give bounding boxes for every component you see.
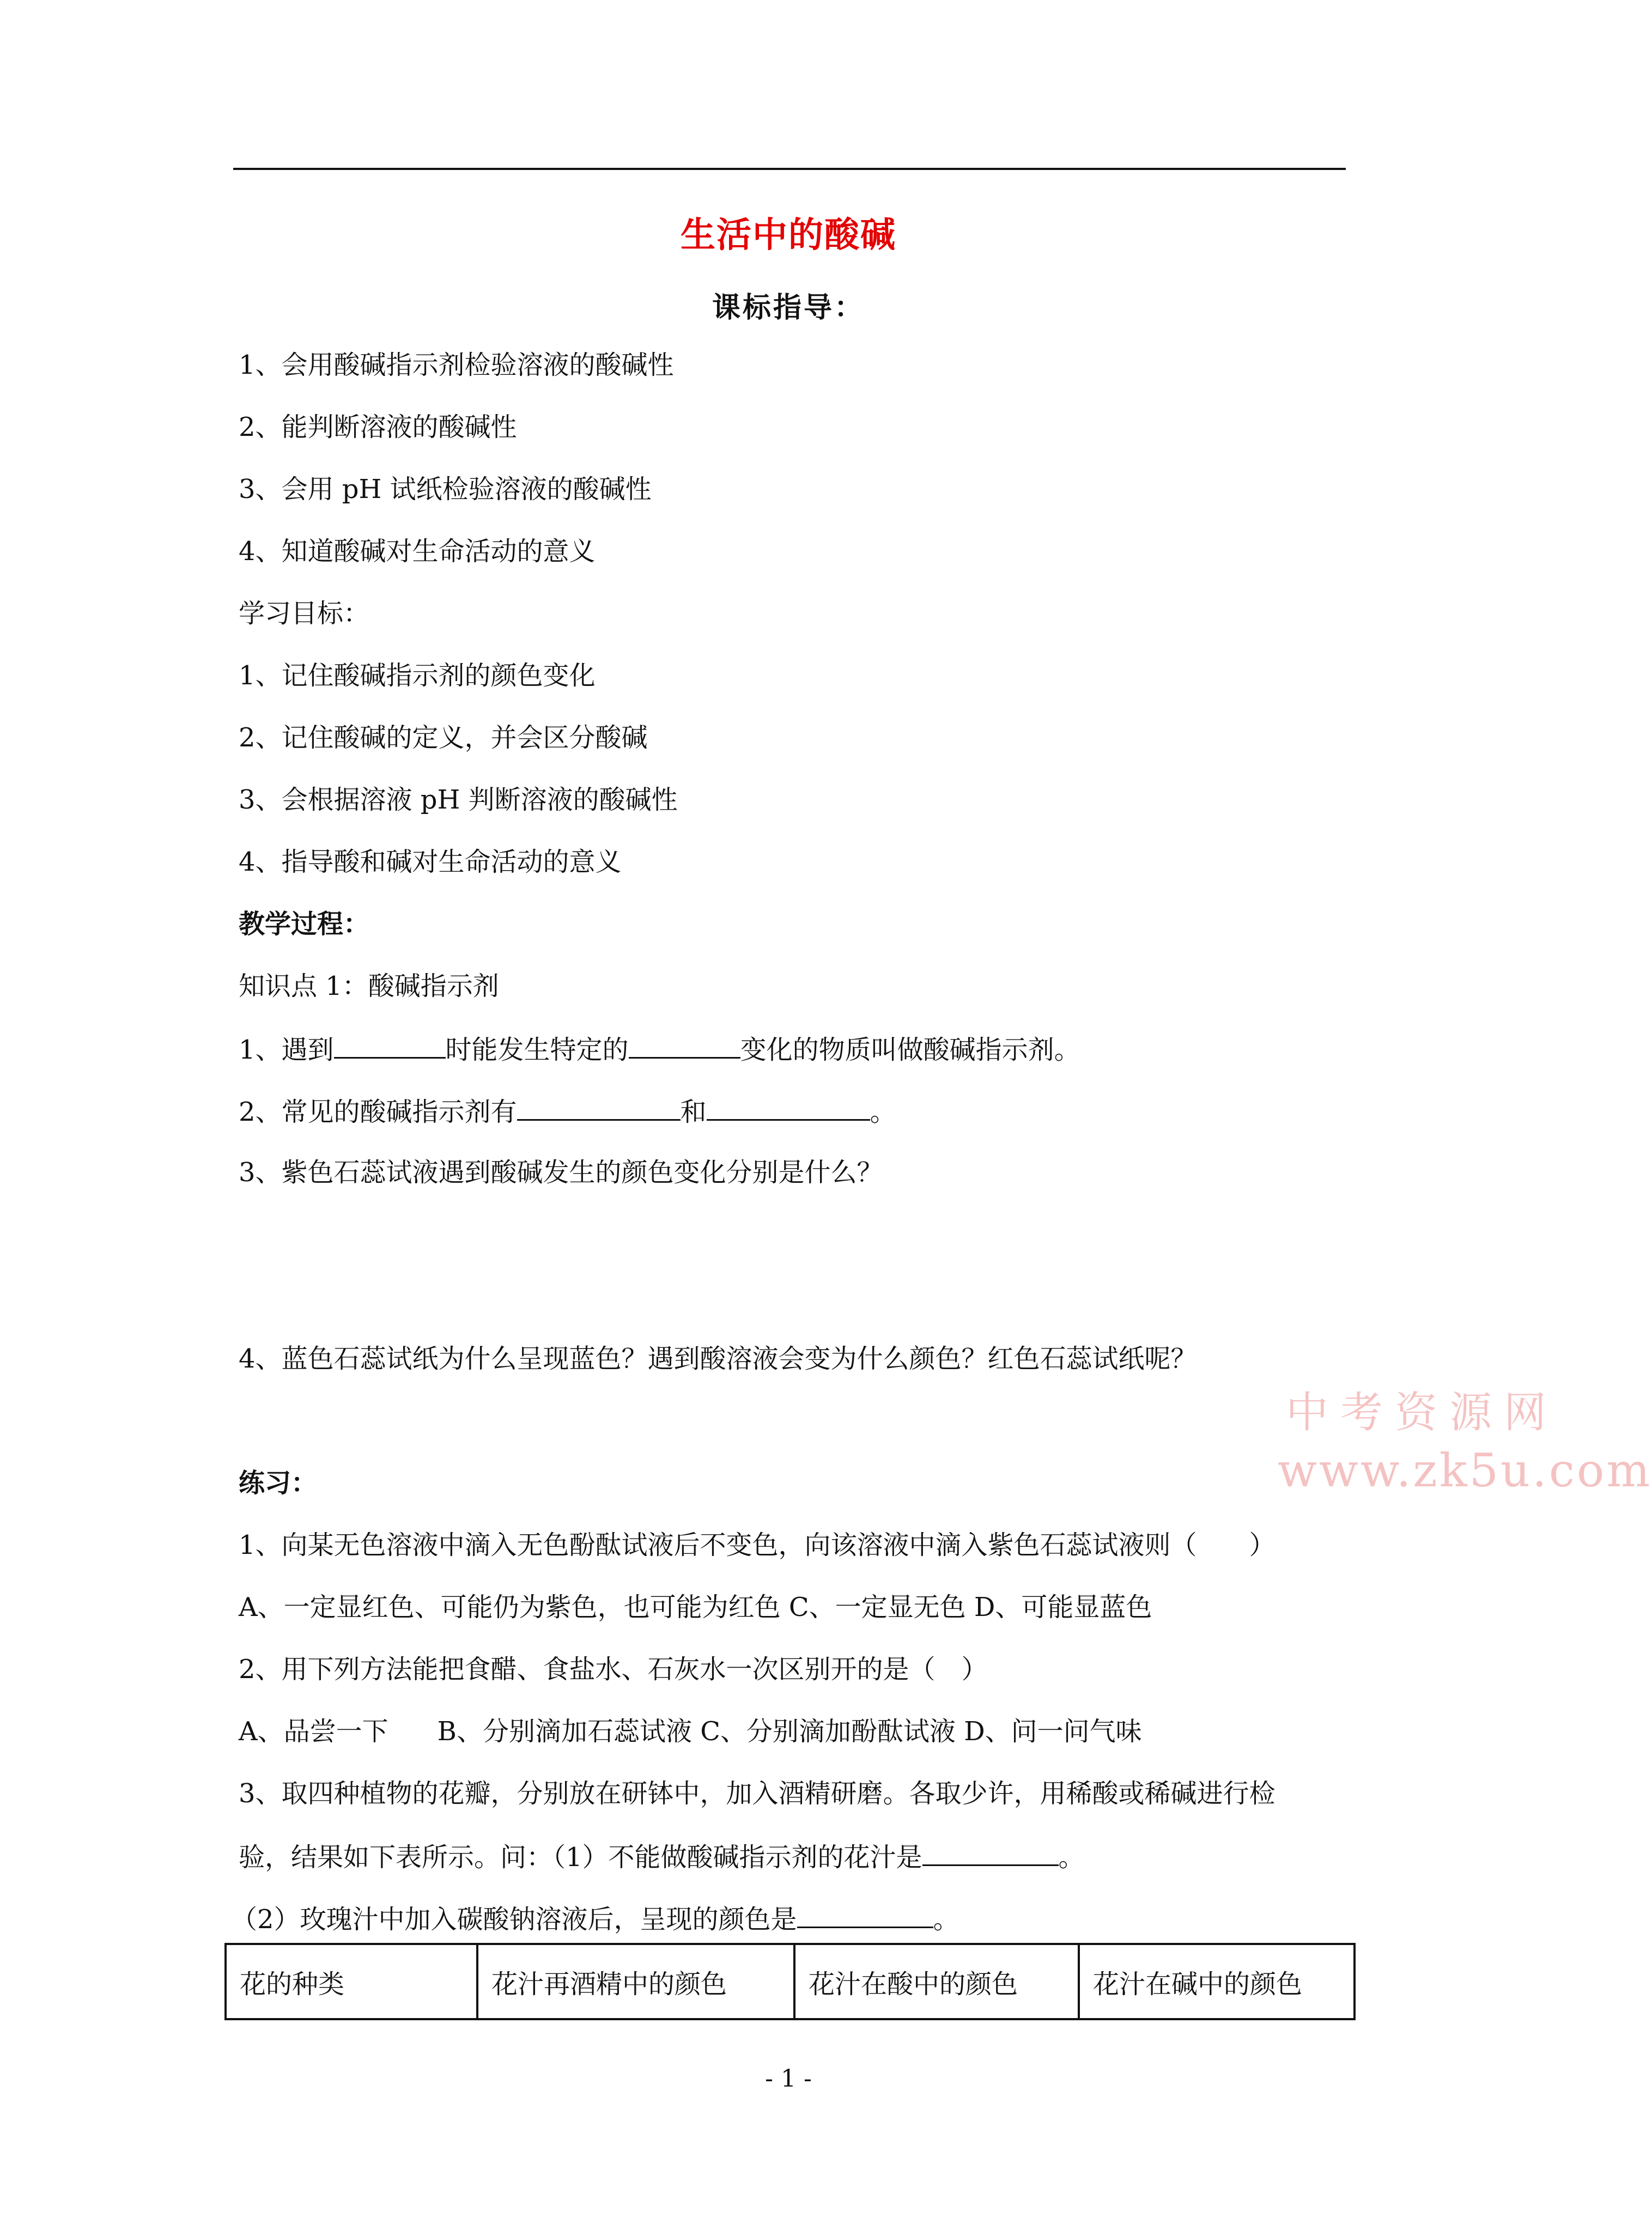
objective-item: 3、会根据溶液 pH 判断溶液的酸碱性 bbox=[239, 785, 678, 815]
question-1-part-a: 1、遇到 bbox=[239, 1035, 334, 1065]
process-heading: 教学过程： bbox=[239, 909, 370, 939]
knowledge-point: 知识点 1：酸碱指示剂 bbox=[239, 971, 499, 1001]
exercises-heading: 练习： bbox=[239, 1468, 318, 1498]
table-header-cell: 花汁在碱中的颜色 bbox=[1079, 1944, 1355, 2019]
objective-item: 4、指导酸和碱对生命活动的意义 bbox=[239, 847, 622, 877]
exercise-2-options bbox=[239, 1715, 1142, 1748]
watermark-url: www.zk5u.com bbox=[1278, 1444, 1652, 1497]
header-rule bbox=[233, 168, 1346, 170]
answer-blank[interactable] bbox=[707, 1094, 870, 1121]
exercise-2-options-rest: B、分别滴加石蕊试液 C、分别滴加酚酞试液 D、问一问气味 bbox=[437, 1716, 1142, 1747]
curriculum-item: 2、能判断溶液的酸碱性 bbox=[239, 412, 517, 442]
objective-item: 1、记住酸碱指示剂的颜色变化 bbox=[239, 660, 596, 691]
answer-blank[interactable] bbox=[517, 1094, 681, 1121]
table-header-cell: 花汁在酸中的颜色 bbox=[794, 1944, 1079, 2019]
exercise-3-line-2-end: 。 bbox=[1058, 1842, 1085, 1873]
curriculum-item: 1、会用酸碱指示剂检验溶液的酸碱性 bbox=[239, 350, 674, 380]
question-2-part-a: 2、常见的酸碱指示剂有 bbox=[239, 1097, 517, 1127]
question-1-part-c: 变化的物质叫做酸碱指示剂。 bbox=[740, 1035, 1080, 1065]
exercise-3-question-1: 验，结果如下表所示。问：（1）不能做酸碱指示剂的花汁是 bbox=[239, 1842, 922, 1873]
page-number: - 1 - bbox=[765, 2065, 812, 2093]
exercise-3-line-2 bbox=[239, 1839, 1085, 1874]
question-4: 4、蓝色石蕊试纸为什么呈现蓝色？遇到酸溶液会变为什么颜色？红色石蕊试纸呢？ bbox=[239, 1344, 1197, 1374]
question-1 bbox=[239, 1032, 1080, 1066]
exercise-3-line-3-end: 。 bbox=[933, 1904, 959, 1935]
table-header-row bbox=[226, 1944, 1355, 2019]
exercise-2-option-a: A、品尝一下 bbox=[239, 1716, 388, 1747]
answer-blank[interactable] bbox=[629, 1032, 740, 1059]
exercise-1-options: A、一定显红色、可能仍为紫色，也可能为红色 C、一定显无色 D、可能显蓝色 bbox=[239, 1592, 1152, 1623]
objectives-heading: 学习目标： bbox=[239, 598, 370, 629]
exercise-1: 1、向某无色溶液中滴入无色酚酞试液后不变色，向该溶液中滴入紫色石蕊试液则（ ） bbox=[239, 1530, 1276, 1560]
answer-blank[interactable] bbox=[797, 1901, 933, 1928]
question-2-part-c: 。 bbox=[870, 1097, 896, 1127]
flower-juice-table bbox=[224, 1943, 1356, 2020]
exercise-3-question-2: （2）玫瑰汁中加入碳酸钠溶液后，呈现的颜色是 bbox=[231, 1904, 797, 1935]
question-2 bbox=[239, 1094, 896, 1128]
answer-blank[interactable] bbox=[922, 1839, 1059, 1866]
question-3: 3、紫色石蕊试液遇到酸碱发生的颜色变化分别是什么？ bbox=[239, 1157, 883, 1188]
exercise-3-line-3 bbox=[231, 1901, 959, 1936]
exercise-2: 2、用下列方法能把食醋、食盐水、石灰水一次区别开的是（ ） bbox=[239, 1654, 988, 1685]
curriculum-item: 4、知道酸碱对生命活动的意义 bbox=[239, 536, 596, 567]
watermark-text: 中考资源网 bbox=[1286, 1388, 1559, 1437]
question-1-part-b: 时能发生特定的 bbox=[445, 1035, 629, 1065]
curriculum-item: 3、会用 pH 试纸检验溶液的酸碱性 bbox=[239, 474, 652, 505]
answer-blank[interactable] bbox=[334, 1032, 446, 1059]
exercise-3-line-1: 3、取四种植物的花瓣，分别放在研钵中，加入酒精研磨。各取少许，用稀酸或稀碱进行检 bbox=[239, 1778, 1276, 1809]
objective-item: 2、记住酸碱的定义，并会区分酸碱 bbox=[239, 722, 648, 753]
page-title: 生活中的酸碱 bbox=[681, 215, 896, 256]
curriculum-heading: 课标指导： bbox=[712, 291, 865, 324]
table-header-cell: 花汁再酒精中的颜色 bbox=[477, 1944, 794, 2019]
question-2-part-b: 和 bbox=[680, 1097, 707, 1127]
table-header-cell: 花的种类 bbox=[226, 1944, 477, 2019]
